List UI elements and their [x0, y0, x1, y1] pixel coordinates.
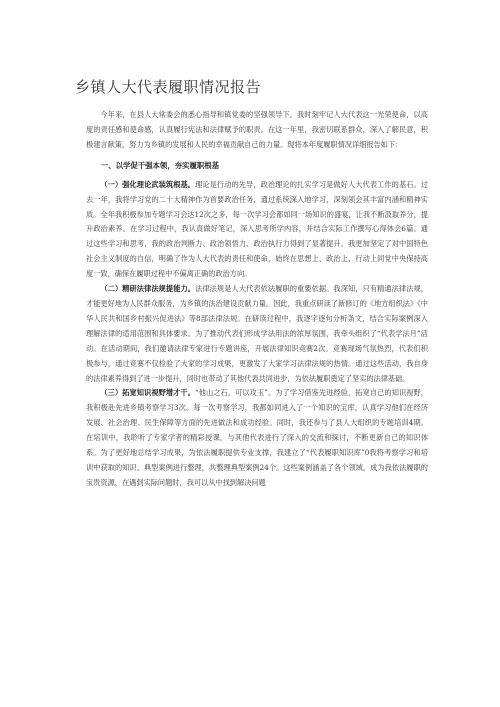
paragraph-text: 理论是行动的先导，政治理论的扎实学习是做好人大代表工作的基石。过去一年，我将学习党的二十大精神作为首要政治任务，通过系统深入地学习，深刻领会其丰富内涵和精神实质。全年我积极参加专题学习会达12次之多，每一次学习会都如同一场知识的盛宴，让我不断汲取养分，提升政治素养。在学习过程中，我认真做好笔记，深入思考所学内容，并结合实际工作撰写心得体会6篇。通过这些学习和思考，我的政治判断力、政治领悟力、政治执行力得到了显著提升。我更加坚定了对中国特色社会主义制度的自信，明确了作为人大代表的责任和使命，始终在思想上、政治上、行动上同党中央保持高度一致，确保在履职过程中不偏离正确的政治方向。 [86, 179, 428, 279]
paragraph-subtitle: （一）强化理论武装筑根基。 [100, 179, 196, 189]
intro-paragraph: 今年来，在县人大常委会的悉心指导和镇党委的坚强领导下，我时刻牢记人大代表这一光荣使命，以高度的责任感和使命感，认真履行宪法和法律赋予的职责。在这一年里，我密切联系群众，深入了解民意，积极建言献策，努力为乡镇的发展和人民的幸福贡献自己的力量。现将本年度履职情况详细报告如下： [86, 110, 428, 149]
section-paragraph-3 [86, 386, 428, 490]
section-paragraph-1 [86, 178, 428, 282]
paragraph-subtitle: （二）精研法律法规提能力。 [100, 284, 196, 294]
section-heading: 一、以学促干强本领，夯实履职根基 [100, 160, 220, 170]
section-paragraph-2 [86, 282, 428, 386]
document-body [86, 108, 428, 491]
paragraph-text: 法律法规是人大代表依法履职的重要依据。我深知，只有精通法律法规，才能更好地为人民群众服务，为乡镇的法治建设贡献力量。因此，我重点研读了新修订的《地方组织法》《中华人民共和国乡村振兴促进法》等8部法律法规。在研读过程中，我逐字逐句分析条文，结合实际案例深入理解法律的适用范围和具体要求。为了推动代表们形成学法用法的浓厚氛围，我牵头组织了“代表学法月”活动。在活动期间，我们邀请法律专家进行专题讲座，开展法律知识竞赛2次。竞赛现场气氛热烈，代表们积极参与，通过竞赛不仅检验了大家的学习成果，更激发了大家学习法律法规的热情。通过这些活动，我自身的法律素养得到了进一步提升，同时也带动了其他代表共同进步，为依法履职奠定了坚实的法律基础。 [86, 284, 428, 383]
document-title: 乡镇人大代表履职情况报告 [75, 78, 262, 96]
paragraph-text: “他山之石，可以攻玉”。为了学习借鉴先进经验，拓宽自己的知识视野，我积极赴先进乡镇考察学习3次。每一次考察学习，我都如同进入了一个知识的宝库，认真学习他们在经济发展、社会治理、民生保障等方面的先进做法和成功经验。同时，我还参与了县人大组织的专题培训4期。在培训中，我聆听了专家学者的精彩授课，与其他代表进行了深入的交流和探讨，不断更新自己的知识体系。为了更好地总结学习成果，为依法履职提供专业支撑，我建立了“代表履职知识库”0我将考察学习和培训中获取的知识、典型案例进行整理，共整理典型案例24个。这些案例涵盖了各个领域，成为我依法履职的宝贵资源，在遇到实际问题时，我可以从中找到解决问题 [86, 388, 428, 487]
paragraph-subtitle: （三）拓宽知识视野增才干。 [100, 388, 195, 398]
